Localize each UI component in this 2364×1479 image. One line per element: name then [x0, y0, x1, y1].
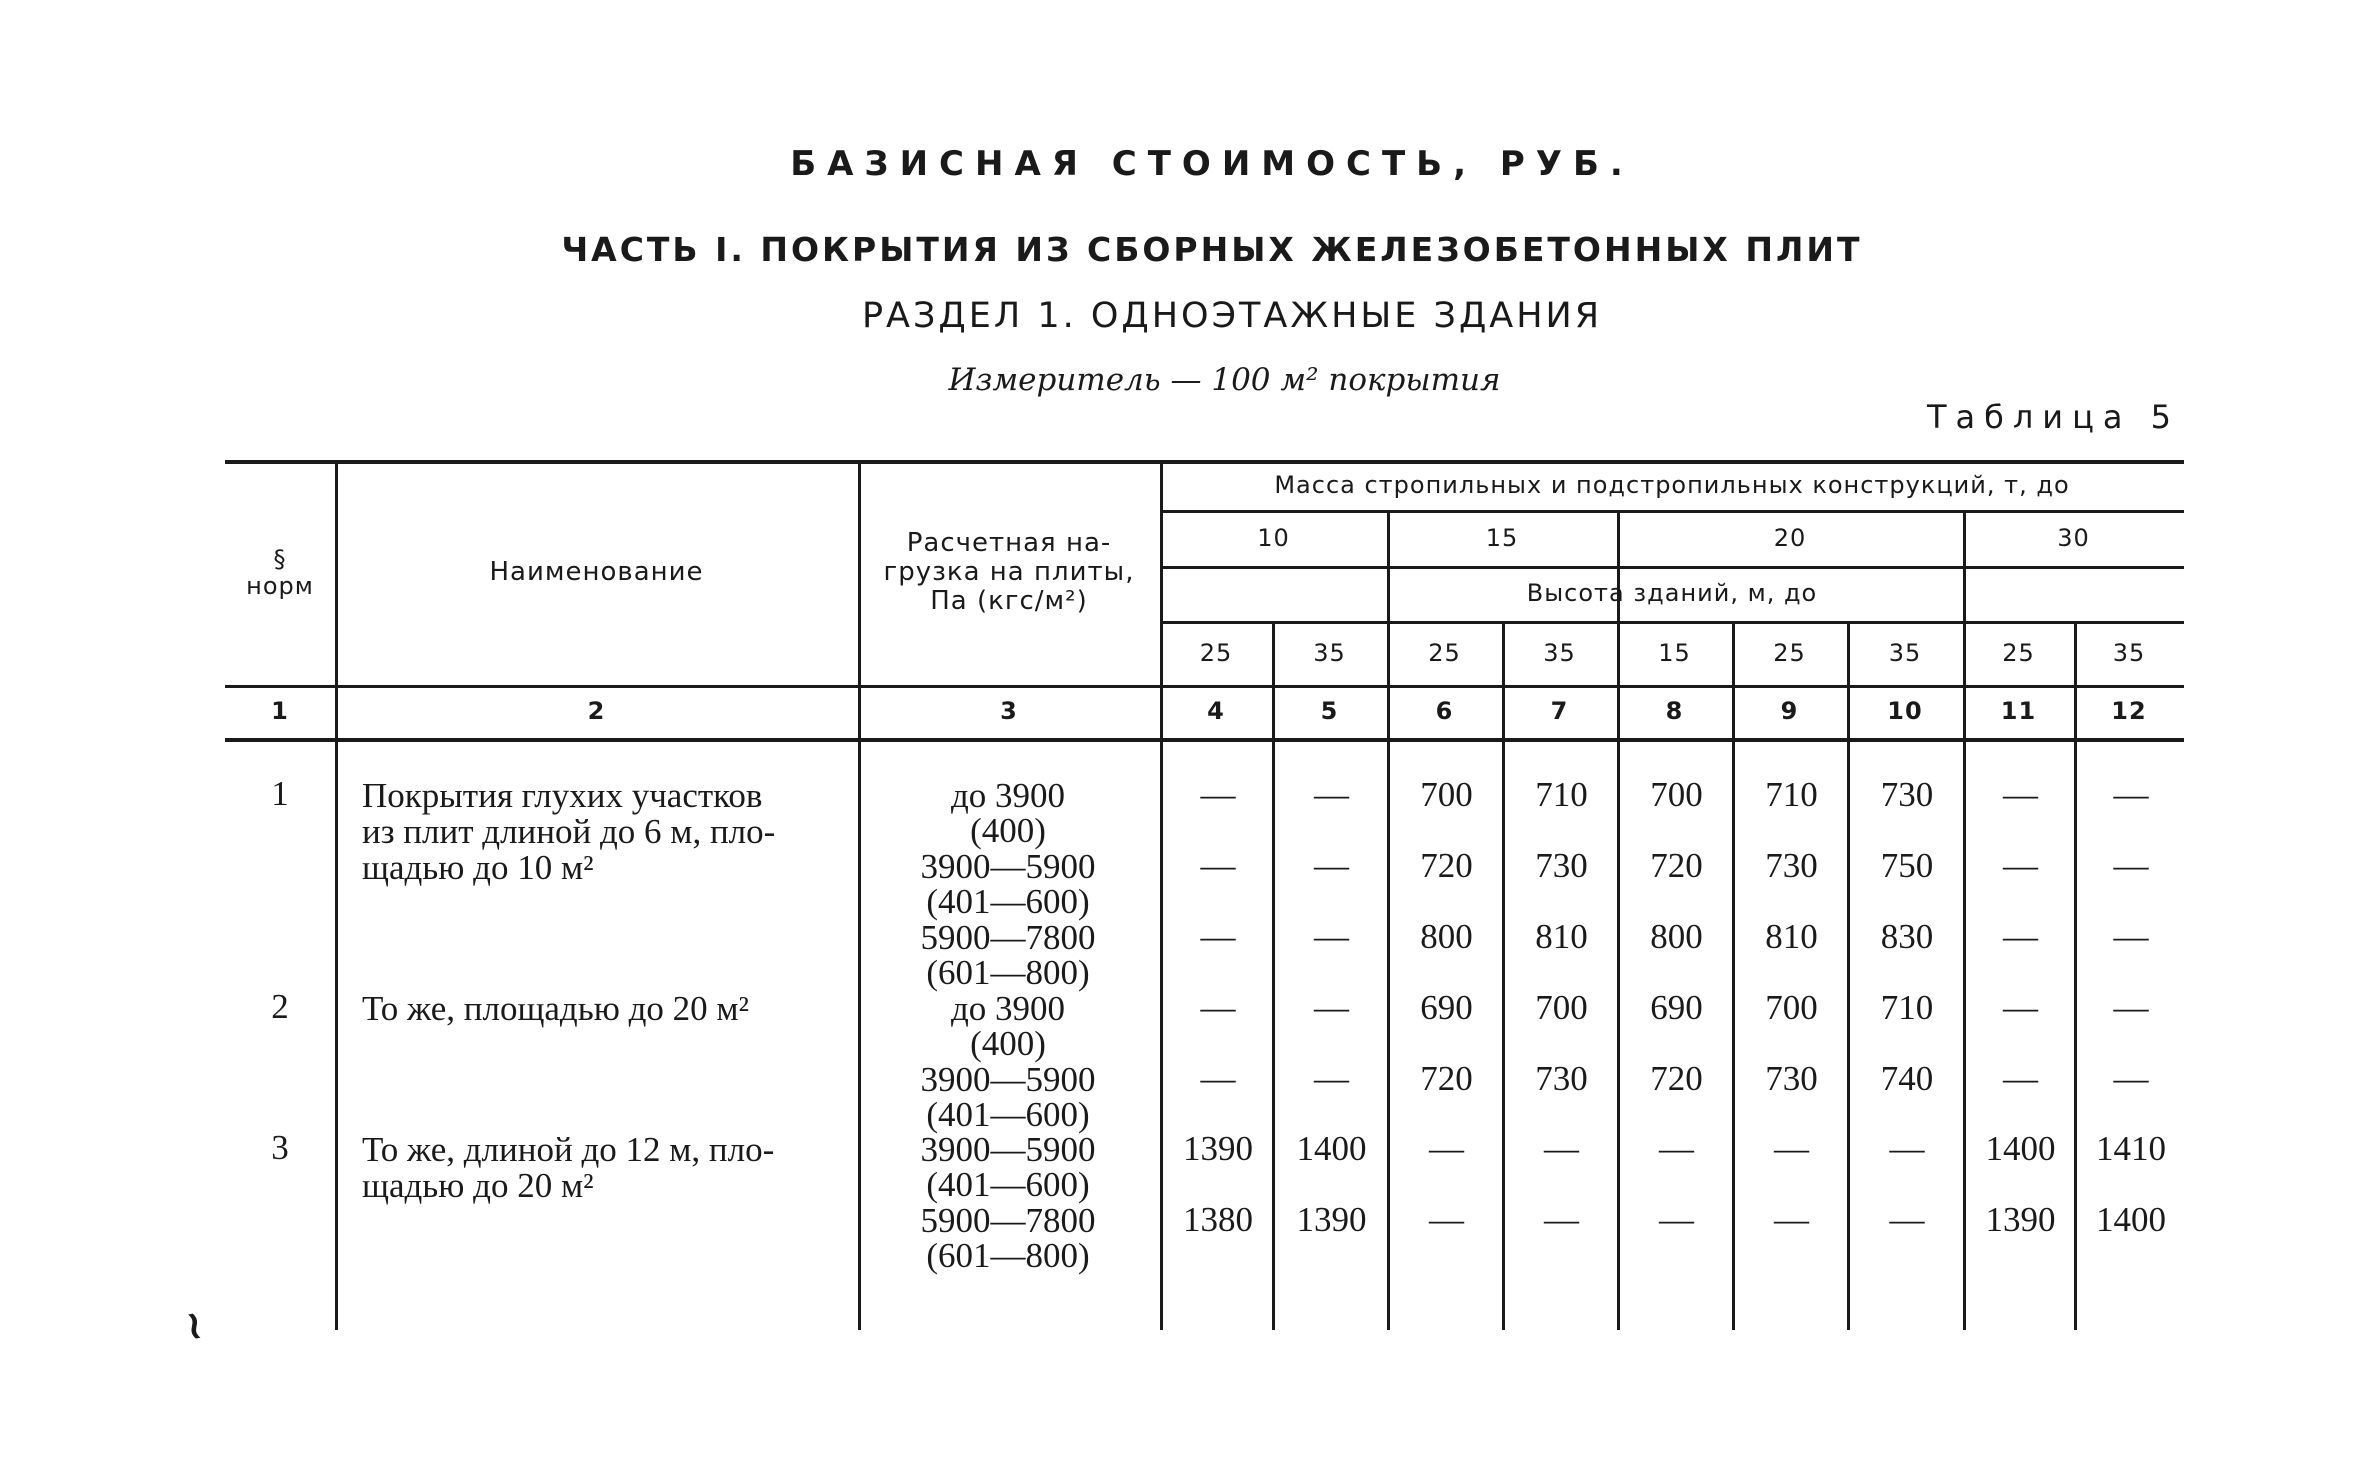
cost-value: 720 [1420, 1059, 1473, 1098]
unit-of-measure: Измеритель — 100 м² покрытия [948, 362, 1501, 398]
cost-value: 730 [1765, 846, 1818, 885]
cost-value: 1410 [2096, 1129, 2166, 1168]
cost-value: 1390 [1985, 1200, 2056, 1239]
cost-value: — [1314, 1059, 1349, 1098]
row-name: То же, длиной до 12 м, пло- щадью до 20 м² [362, 1130, 775, 1205]
cost-value: — [2113, 775, 2149, 814]
load-range: 3900—5900 (401—600) [920, 1130, 1096, 1204]
cost-value: 1390 [1183, 1129, 1253, 1168]
cost-value: 1380 [1183, 1200, 1253, 1239]
section-heading: РАЗДЕЛ 1. ОДНОЭТАЖНЫЕ ЗДАНИЯ [861, 296, 1603, 336]
cost-value: — [1889, 1129, 1925, 1168]
mass-group-20: 20 [1773, 523, 1807, 552]
cost-value: — [1200, 775, 1236, 814]
height-value: 15 [1658, 638, 1691, 667]
cost-value: 700 [1650, 775, 1703, 814]
column-numbers-rule [225, 738, 2184, 742]
cost-value: — [1200, 988, 1236, 1027]
height-value: 35 [1313, 638, 1346, 667]
cost-value: 810 [1535, 917, 1588, 956]
height-value: 25 [2002, 638, 2035, 667]
cost-value: — [1774, 1129, 1809, 1168]
load-column-header: Расчетная на- грузка на плиты, Па (кгс/м²) [883, 528, 1135, 616]
load-range: до 3900 (400) [950, 989, 1066, 1063]
mass-group-30: 30 [2057, 523, 2090, 552]
cost-value: 700 [1535, 988, 1588, 1027]
cost-value: 1400 [1296, 1129, 1367, 1168]
cost-value: 800 [1420, 917, 1473, 956]
load-range: 3900—5900 (401—600) [920, 847, 1096, 921]
norm-number: 1 [271, 774, 289, 813]
column-number: 10 [1887, 697, 1923, 725]
part-heading: ЧАСТЬ I. ПОКРЫТИЯ ИЗ СБОРНЫХ ЖЕЛЕЗОБЕТОННЫХ ПЛИТ [561, 230, 1863, 269]
cost-value: 720 [1650, 846, 1703, 885]
cost-value: 690 [1420, 988, 1473, 1027]
cost-value: — [1659, 1200, 1694, 1239]
cost-value: — [1314, 988, 1349, 1027]
table-label: Таблица 5 [1926, 398, 2180, 436]
height-value: 25 [1428, 638, 1461, 667]
column-number: 7 [1550, 697, 1569, 725]
document-title: БАЗИСНАЯ СТОИМОСТЬ, РУБ. [790, 144, 1634, 184]
cost-value: 830 [1880, 917, 1934, 956]
row-name: То же, площадью до 20 м² [362, 989, 750, 1028]
cost-value: 720 [1420, 846, 1473, 885]
cost-value: 720 [1650, 1059, 1703, 1098]
cost-value: 730 [1535, 1059, 1588, 1098]
cost-value: 1390 [1296, 1200, 1367, 1239]
mass-group-15: 15 [1485, 523, 1519, 552]
cost-value: 690 [1650, 988, 1703, 1027]
column-number: 6 [1435, 697, 1454, 725]
cost-value: 700 [1765, 988, 1818, 1027]
cost-value: 730 [1535, 846, 1588, 885]
norm-number: 2 [271, 987, 289, 1026]
mass-group-10: 10 [1257, 523, 1290, 552]
cost-value: — [1314, 775, 1349, 814]
cost-value: 730 [1880, 775, 1934, 814]
cost-value: — [2003, 917, 2038, 956]
column-number: 12 [2111, 697, 2147, 725]
column-number: 4 [1207, 697, 1225, 725]
cost-value: — [2003, 846, 2038, 885]
cost-value: 800 [1650, 917, 1703, 956]
cost-value: — [2003, 775, 2038, 814]
name-column-header: Наименование [489, 557, 704, 587]
column-number: 8 [1665, 697, 1684, 725]
load-range: 5900—7800 (601—800) [920, 918, 1096, 992]
height-value: 35 [1543, 638, 1576, 667]
column-number: 9 [1780, 697, 1799, 725]
column-number: 1 [271, 697, 289, 725]
row-name: Покрытия глухих участков из плит длиной до 6 м, пло- щадью до 10 м² [362, 776, 776, 887]
cost-value: 730 [1765, 1059, 1818, 1098]
cost-value: — [2003, 988, 2038, 1027]
cost-value: 710 [1765, 775, 1818, 814]
norm-column-header: § норм [246, 544, 314, 600]
cost-value: — [1429, 1200, 1464, 1239]
load-range: до 3900 (400) [950, 776, 1066, 850]
column-number: 3 [1000, 697, 1018, 725]
height-value: 35 [1888, 638, 1922, 667]
cost-value: — [1544, 1200, 1579, 1239]
cost-value: — [1429, 1129, 1464, 1168]
height-value: 25 [1773, 638, 1806, 667]
load-range: 5900—7800 (601—800) [920, 1201, 1096, 1275]
cost-value: 700 [1420, 775, 1473, 814]
column-number: 11 [2000, 697, 2037, 725]
cost-value: 750 [1880, 846, 1934, 885]
cost-value: 1400 [1985, 1129, 2056, 1168]
load-range: 3900—5900 (401—600) [920, 1060, 1096, 1134]
column-number: 2 [587, 697, 606, 725]
cost-value: 710 [1535, 775, 1588, 814]
cost-value: 1400 [2096, 1200, 2166, 1239]
height-header: Высота зданий, м, до [1526, 579, 1818, 607]
cost-value: — [2113, 917, 2149, 956]
cost-value: — [1314, 846, 1349, 885]
cost-value: — [1544, 1129, 1579, 1168]
cost-value: 810 [1765, 917, 1818, 956]
column-number: 5 [1320, 697, 1339, 725]
cost-value: — [2113, 988, 2149, 1027]
cost-value: — [1659, 1129, 1694, 1168]
cost-value: — [2113, 846, 2149, 885]
cost-value: 710 [1880, 988, 1934, 1027]
height-value: 25 [1199, 638, 1233, 667]
norm-number: 3 [271, 1128, 289, 1167]
cost-value: — [1314, 917, 1349, 956]
cost-value: — [2113, 1059, 2149, 1098]
mass-header: Масса стропильных и подстропильных конструкций, т, до [1274, 470, 2070, 499]
margin-mark: ~ [169, 1305, 221, 1347]
cost-value: — [1200, 846, 1236, 885]
cost-value: — [1774, 1200, 1809, 1239]
cost-value: — [1200, 917, 1236, 956]
cost-value: 740 [1880, 1059, 1934, 1098]
cost-value: — [2003, 1059, 2038, 1098]
height-value: 35 [2112, 638, 2146, 667]
cost-value: — [1200, 1059, 1236, 1098]
cost-value: — [1889, 1200, 1925, 1239]
